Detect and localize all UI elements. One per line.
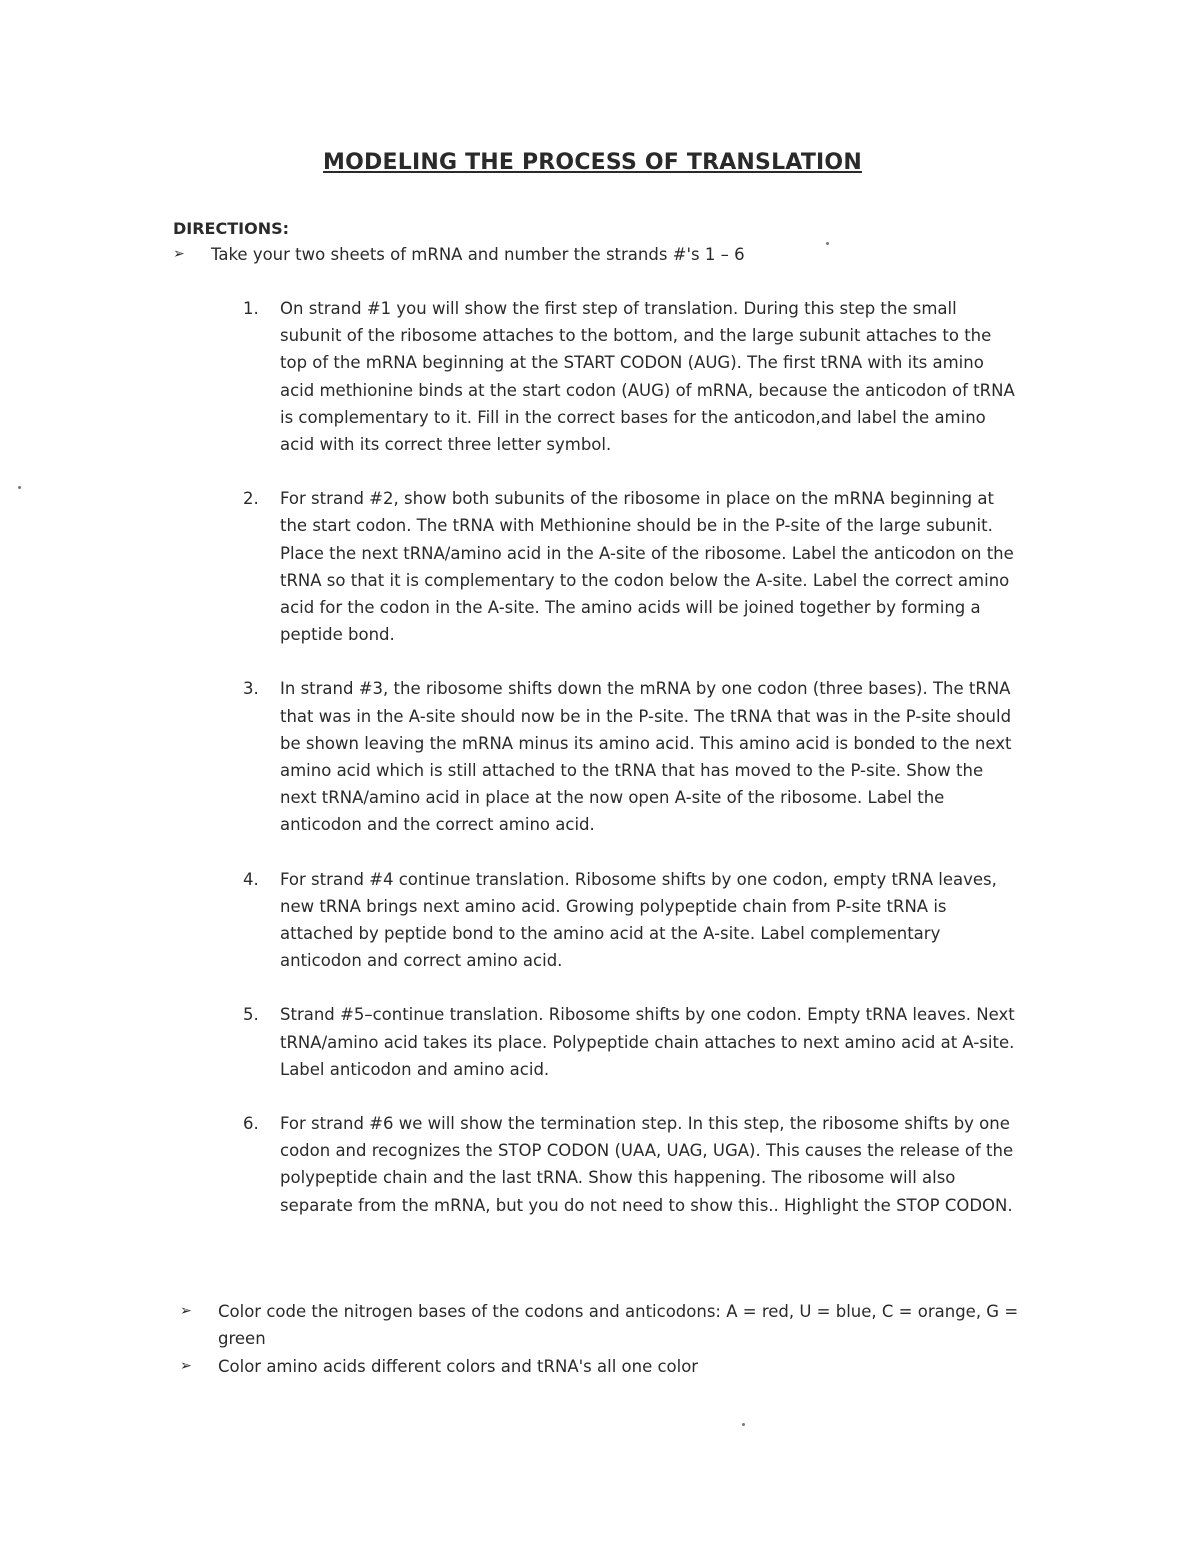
scan-speck	[742, 1423, 745, 1426]
step-item	[243, 1110, 1023, 1219]
step-number: 5.	[243, 1005, 259, 1025]
steps-list	[243, 295, 1023, 1246]
step-text: For strand #4 continue translation. Ribosome shifts by one codon, empty tRNA leaves, new tRNA brings next amino acid. Growing polypeptide chain from P-site tRNA is attached by peptide bond to the amino acid at the A-site. Label complementary anticodon and correct amino acid.	[280, 869, 997, 971]
arrow-bullet-icon: ➢	[180, 1303, 192, 1319]
step-item	[243, 675, 1023, 838]
step-text: In strand #3, the ribosome shifts down the mRNA by one codon (three bases). The tRNA that was in the A-site should now be in the P-site. The tRNA that was in the P-site should be shown leaving the mRNA minus its amino acid. This amino acid is bonded to the next amino acid which is still attached to the tRNA that has moved to the P-site. Show the next tRNA/amino acid in place at the now open A-site of the ribosome. Label the anticodon and the correct amino acid.	[280, 679, 1012, 835]
step-item	[243, 485, 1023, 648]
step-number: 6.	[243, 1114, 259, 1134]
step-number: 4.	[243, 869, 259, 889]
step-text: For strand #6 we will show the termination step. In this step, the ribosome shifts by one codon and recognizes the STOP CODON (UAA, UAG, UGA). This causes the release of the polypeptide chain and the last tRNA. Show this happening. The ribosome will also separate from the mRNA, but you do not need to show this.. Highlight the STOP CODON.	[280, 1114, 1014, 1215]
step-number: 3.	[243, 679, 259, 699]
step-number: 2.	[243, 489, 259, 509]
step-number: 1.	[243, 299, 259, 318]
intro-bullet-text: Take your two sheets of mRNA and number the strands #'s 1 – 6	[211, 245, 745, 264]
closing-bullet-text: Color amino acids different colors and tRNA's all one color	[218, 1357, 699, 1376]
arrow-bullet-icon: ➢	[180, 1358, 192, 1374]
scan-speck	[18, 486, 21, 489]
scan-speck	[826, 242, 829, 245]
step-text: Strand #5–continue translation. Ribosome shifts by one codon. Empty tRNA leaves. Next tRNA/amino acid takes its place. Polypeptide chain attaches to next amino acid at A-site. Label anticodon and amino acid.	[280, 1005, 1015, 1079]
step-text: For strand #2, show both subunits of the ribosome in place on the mRNA beginning at the start codon. The tRNA with Methionine should be in the P-site of the large subunit. Place the next tRNA/amino acid in the A-site of the ribosome. Label the anticodon on the tRNA so that it is complementary to the codon below the A-site. Label the correct amino acid for the codon in the A-site. The amino acids will be joined together by forming a peptide bond.	[280, 489, 1014, 645]
directions-heading: DIRECTIONS:	[173, 219, 290, 238]
step-item	[243, 1001, 1023, 1083]
step-item	[243, 866, 1023, 975]
closing-bullet-text: Color code the nitrogen bases of the codons and anticodons: A = red, U = blue, C = orange, G = green	[218, 1302, 1019, 1348]
arrow-bullet-icon: ➢	[173, 246, 185, 262]
page-title: MODELING THE PROCESS OF TRANSLATION	[323, 150, 862, 175]
step-item	[243, 295, 1023, 458]
step-text: On strand #1 you will show the first step of translation. During this step the small subunit of the ribosome attaches to the bottom, and the large subunit attaches to the top of the mRNA beginning at the START CODON (AUG). The first tRNA with its amino acid methionine binds at the start codon (AUG) of mRNA, because the anticodon of tRNA is complementary to it. Fill in the correct bases for the anticodon,and label the amino acid with its correct three letter symbol.	[280, 299, 1015, 455]
